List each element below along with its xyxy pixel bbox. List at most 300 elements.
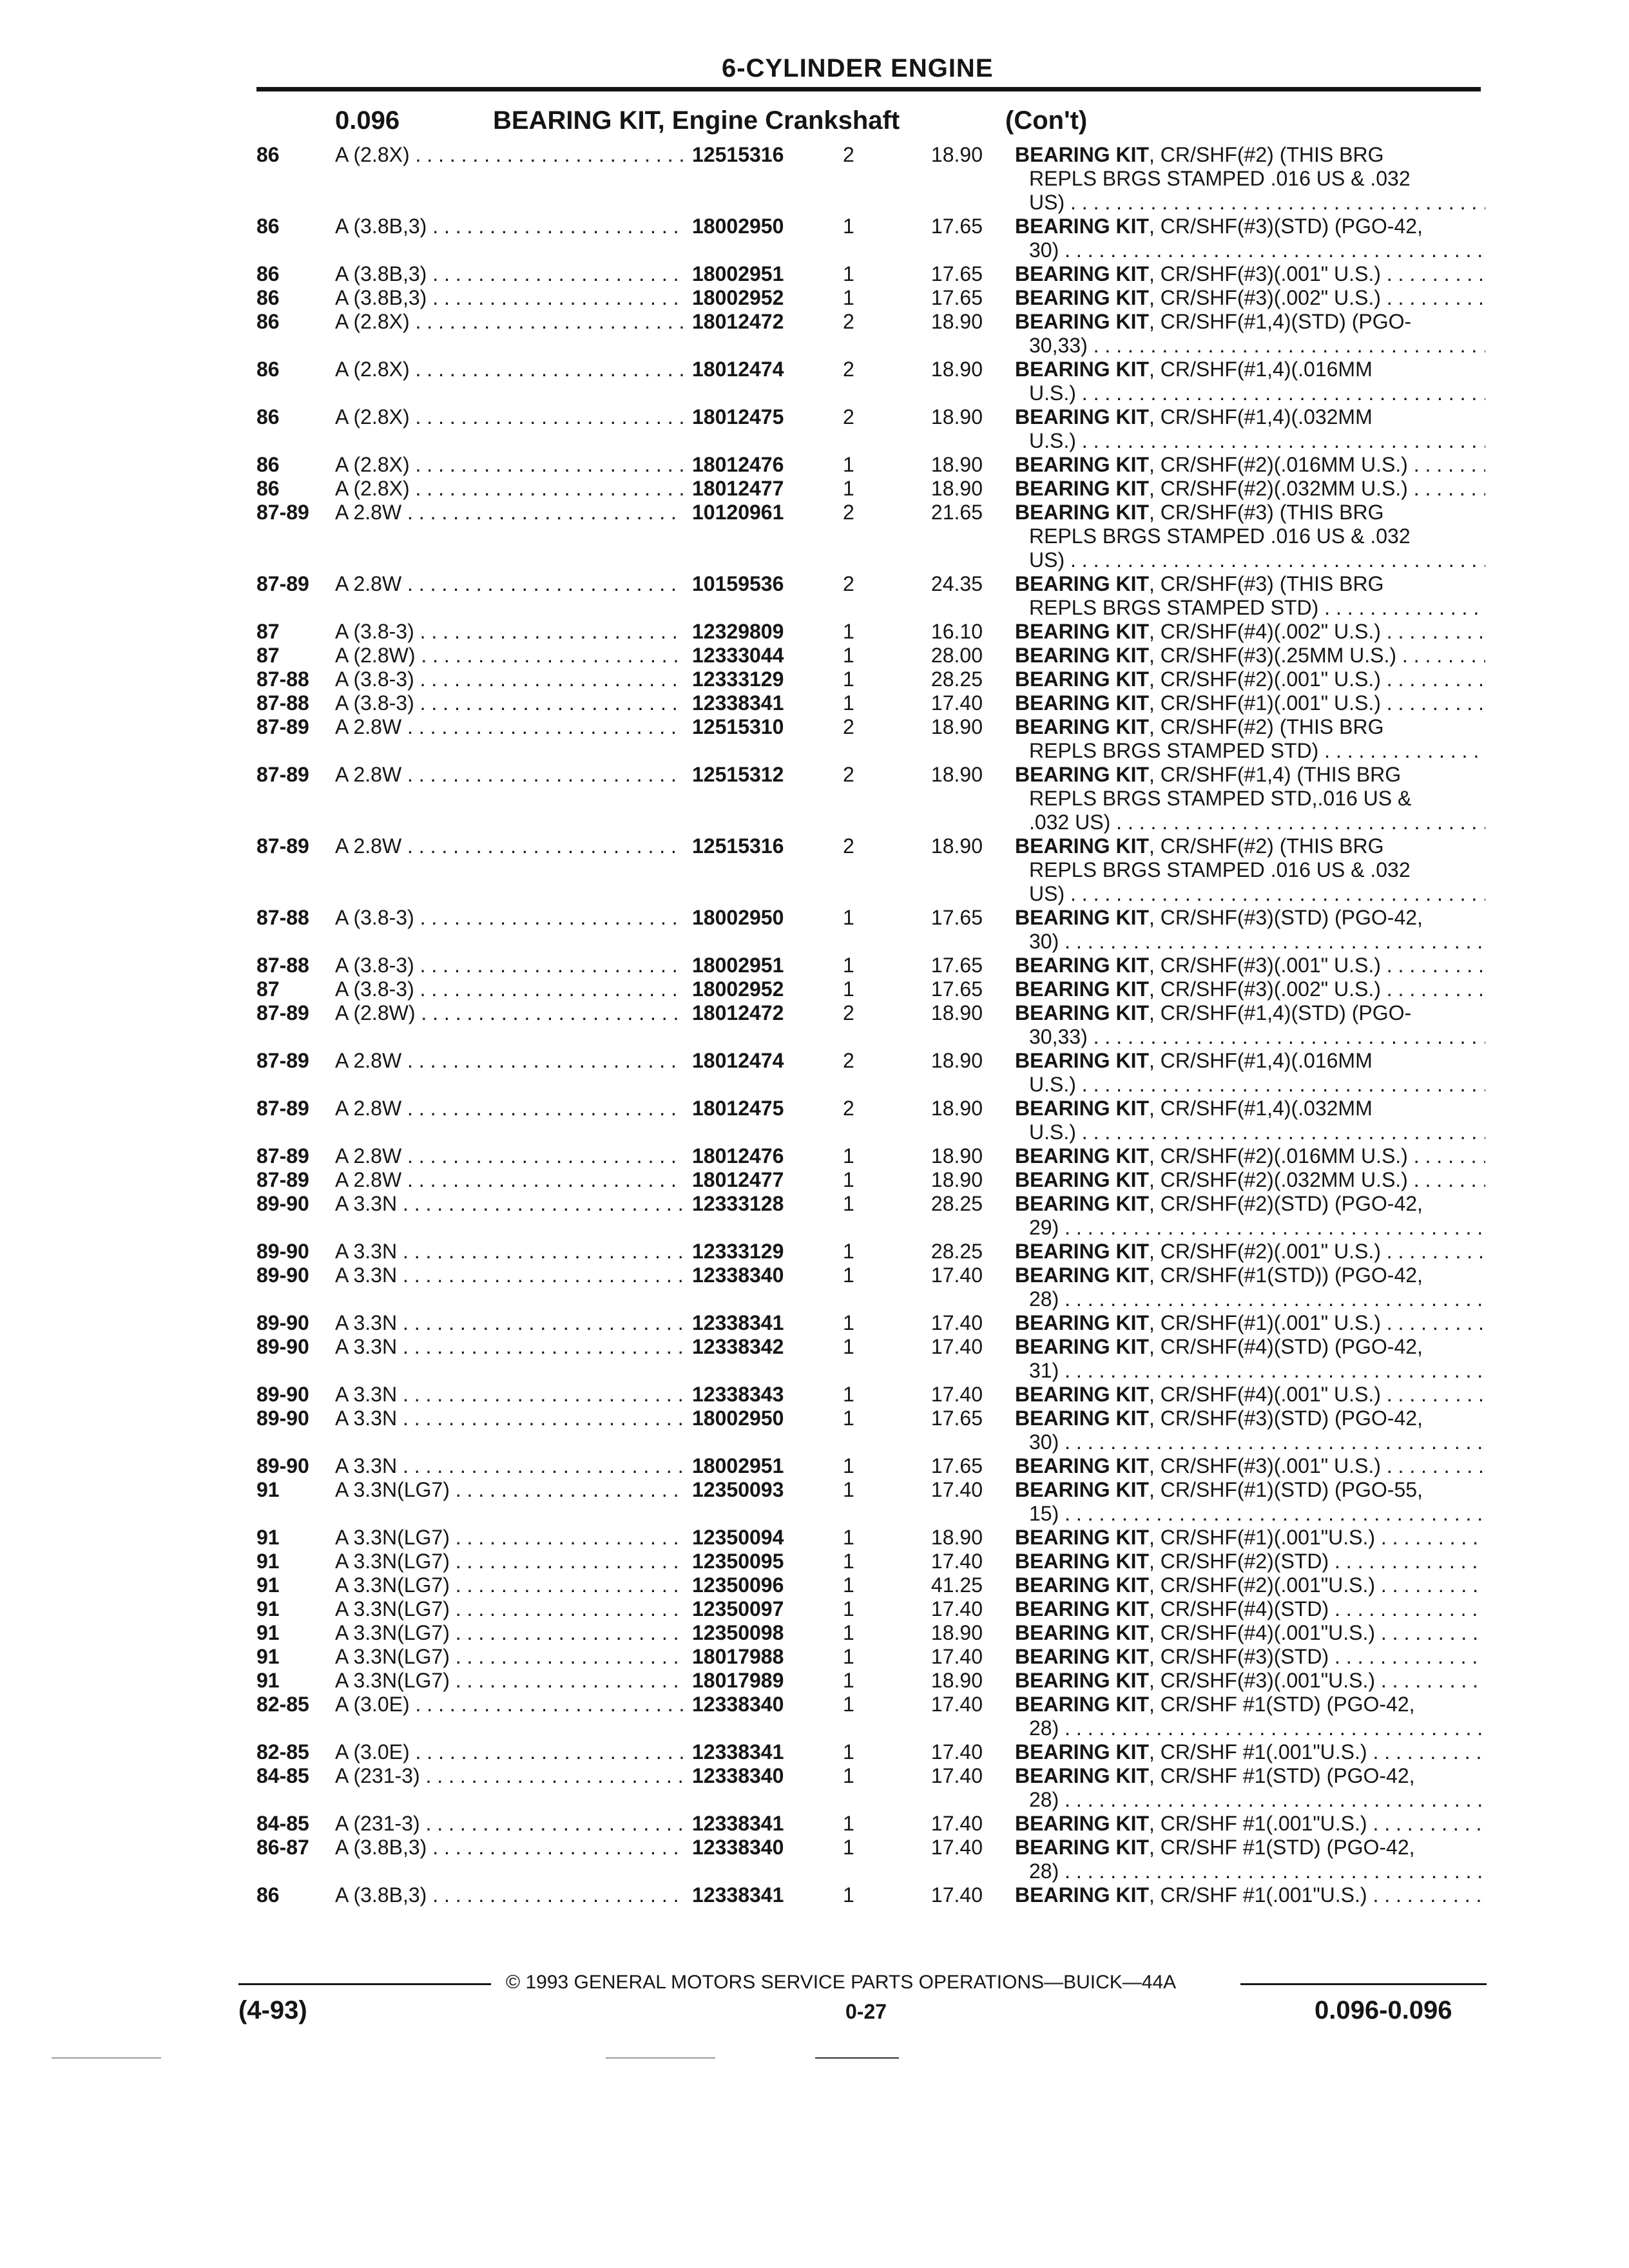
table-row — [0, 1383, 1629, 1407]
price: 17.40 — [930, 1478, 983, 1501]
model-year: 87 — [256, 977, 280, 1001]
price: 18.90 — [930, 1097, 983, 1120]
part-number: 18002950 — [683, 906, 784, 930]
model-code: A 3.3N(LG7) . . . — [335, 1597, 683, 1621]
model-year: 86 — [256, 1883, 280, 1907]
scan-mark — [606, 2057, 715, 2059]
part-number: 18002950 — [683, 1407, 784, 1430]
table-row — [0, 1764, 1629, 1812]
part-number: 18012476 — [683, 1144, 784, 1168]
part-description: BEARING KIT, CR/SHF(#1)(.001" U.S.) . . . — [1015, 1311, 1485, 1335]
table-row — [0, 453, 1629, 477]
table-row — [0, 1168, 1629, 1192]
quantity: 1 — [843, 668, 854, 691]
part-number: 12350093 — [683, 1478, 784, 1502]
table-row — [0, 1335, 1629, 1383]
part-description: BEARING KIT, CR/SHF(#3) (THIS BRG REPLS BRGS STAMPED .016 US & .032 US) . . . — [1015, 501, 1485, 572]
quantity: 1 — [843, 1645, 854, 1668]
price: 17.65 — [930, 286, 983, 309]
quantity: 1 — [843, 1240, 854, 1263]
quantity: 2 — [843, 572, 854, 595]
model-year: 86 — [256, 477, 280, 500]
price: 17.40 — [930, 1335, 983, 1358]
part-number: 18012474 — [683, 358, 784, 381]
model-year: 89-90 — [256, 1454, 309, 1477]
table-row — [0, 1097, 1629, 1144]
price: 17.65 — [930, 977, 983, 1001]
model-code: A (2.8X) . . . — [335, 405, 683, 429]
table-row — [0, 906, 1629, 954]
price: 17.65 — [930, 1454, 983, 1477]
quantity: 1 — [843, 1764, 854, 1787]
model-year: 87-89 — [256, 501, 309, 524]
model-year: 89-90 — [256, 1383, 309, 1406]
price: 18.90 — [930, 1526, 983, 1549]
model-code: A (3.8-3) . . . — [335, 906, 683, 930]
model-year: 87-89 — [256, 572, 309, 595]
part-description: BEARING KIT, CR/SHF(#3)(STD) (PGO-42, 30) . . . — [1015, 1407, 1485, 1454]
model-year: 87-88 — [256, 668, 309, 691]
model-year: 82-85 — [256, 1693, 309, 1716]
quantity: 1 — [843, 906, 854, 929]
price: 18.90 — [930, 1144, 983, 1168]
model-code: A 3.3N(LG7) . . . — [335, 1573, 683, 1597]
price: 17.65 — [930, 1407, 983, 1430]
model-code: A 3.3N . . . — [335, 1383, 683, 1407]
model-year: 84-85 — [256, 1812, 309, 1835]
price: 41.25 — [930, 1573, 983, 1597]
header-rule — [256, 87, 1481, 91]
part-description: BEARING KIT, CR/SHF(#2)(.001" U.S.) . . . — [1015, 1240, 1485, 1264]
quantity: 1 — [843, 1597, 854, 1620]
price: 18.90 — [930, 477, 983, 500]
model-code: A 3.3N . . . — [335, 1192, 683, 1216]
section-number: 0.096 — [335, 106, 400, 135]
section-continued: (Con't) — [1005, 106, 1088, 135]
part-number: 18002951 — [683, 1454, 784, 1478]
part-description: BEARING KIT, CR/SHF(#3)(.001" U.S.) . . . — [1015, 954, 1485, 977]
model-code: A (2.8W) . . . — [335, 1001, 683, 1025]
model-year: 89-90 — [256, 1335, 309, 1358]
table-row — [0, 1836, 1629, 1883]
quantity: 1 — [843, 1836, 854, 1859]
model-year: 91 — [256, 1621, 280, 1644]
quantity: 2 — [843, 405, 854, 428]
model-year: 91 — [256, 1669, 280, 1692]
part-description: BEARING KIT, CR/SHF(#1,4)(.016MM U.S.) . . . — [1015, 1049, 1485, 1097]
price: 17.40 — [930, 1264, 983, 1287]
part-description: BEARING KIT, CR/SHF(#2) (THIS BRG REPLS BRGS STAMPED .016 US & .032 US) . . . — [1015, 143, 1485, 215]
table-row — [0, 262, 1629, 286]
table-row — [0, 1192, 1629, 1240]
table-row — [0, 954, 1629, 977]
model-code: A 3.3N . . . — [335, 1264, 683, 1287]
model-code: A (231-3) . . . — [335, 1764, 683, 1788]
price: 17.40 — [930, 1550, 983, 1573]
part-description: BEARING KIT, CR/SHF(#3)(.001" U.S.) . . . — [1015, 262, 1485, 286]
part-description: BEARING KIT, CR/SHF(#1)(STD) (PGO-55, 15) . . . — [1015, 1478, 1485, 1526]
part-number: 18012472 — [683, 310, 784, 334]
model-year: 87-89 — [256, 763, 309, 786]
part-description: BEARING KIT, CR/SHF(#2)(STD) (PGO-42, 29) . . . — [1015, 1192, 1485, 1240]
page-title: 6-CYLINDER ENGINE — [722, 54, 994, 82]
model-code: A 3.3N(LG7) . . . — [335, 1550, 683, 1573]
model-year: 87-88 — [256, 906, 309, 929]
price: 17.40 — [930, 1883, 983, 1907]
table-row — [0, 1001, 1629, 1049]
part-number: 12350097 — [683, 1597, 784, 1621]
price: 16.10 — [930, 620, 983, 643]
model-code: A 2.8W . . . — [335, 1097, 683, 1120]
model-year: 82-85 — [256, 1740, 309, 1763]
quantity: 1 — [843, 1192, 854, 1215]
table-row — [0, 1407, 1629, 1454]
model-year: 87-88 — [256, 954, 309, 977]
part-description: BEARING KIT, CR/SHF(#1,4)(.032MM U.S.) . . . — [1015, 1097, 1485, 1144]
part-number: 12515310 — [683, 715, 784, 739]
price: 17.40 — [930, 691, 983, 715]
quantity: 2 — [843, 143, 854, 166]
quantity: 1 — [843, 453, 854, 476]
quantity: 1 — [843, 691, 854, 715]
table-row — [0, 715, 1629, 763]
price: 18.90 — [930, 1049, 983, 1072]
part-number: 18012474 — [683, 1049, 784, 1073]
part-description: BEARING KIT, CR/SHF #1(STD) (PGO-42, 28) . . . — [1015, 1836, 1485, 1883]
table-row — [0, 834, 1629, 906]
part-number: 12338340 — [683, 1693, 784, 1716]
model-year: 84-85 — [256, 1764, 309, 1787]
model-year: 87 — [256, 644, 280, 667]
quantity: 1 — [843, 1621, 854, 1644]
price: 18.90 — [930, 1669, 983, 1692]
model-code: A 3.3N . . . — [335, 1454, 683, 1478]
part-number: 12350098 — [683, 1621, 784, 1645]
price: 18.90 — [930, 763, 983, 786]
part-number: 12333128 — [683, 1192, 784, 1216]
part-description: BEARING KIT, CR/SHF #1(STD) (PGO-42, 28) . . . — [1015, 1764, 1485, 1812]
table-row — [0, 1454, 1629, 1478]
table-row — [0, 477, 1629, 501]
model-year: 87-89 — [256, 1049, 309, 1072]
model-code: A 2.8W . . . — [335, 572, 683, 596]
quantity: 2 — [843, 358, 854, 381]
part-description: BEARING KIT, CR/SHF(#1(STD)) (PGO-42, 28) . . . — [1015, 1264, 1485, 1311]
model-code: A (3.0E) . . . — [335, 1740, 683, 1764]
part-description: BEARING KIT, CR/SHF(#4)(STD) . . . — [1015, 1597, 1485, 1621]
part-number: 18002952 — [683, 286, 784, 310]
price: 18.90 — [930, 405, 983, 428]
quantity: 1 — [843, 1669, 854, 1692]
part-description: BEARING KIT, CR/SHF #1(.001"U.S.) . . . — [1015, 1812, 1485, 1836]
quantity: 2 — [843, 501, 854, 524]
quantity: 2 — [843, 1001, 854, 1024]
price: 17.40 — [930, 1597, 983, 1620]
model-code: A (231-3) . . . — [335, 1812, 683, 1836]
part-number: 12515316 — [683, 143, 784, 167]
model-year: 86 — [256, 262, 280, 285]
table-row — [0, 1240, 1629, 1264]
footer-rule-right — [1240, 1983, 1487, 1985]
quantity: 1 — [843, 1168, 854, 1191]
model-code: A 3.3N . . . — [335, 1240, 683, 1264]
price: 24.35 — [930, 572, 983, 595]
quantity: 2 — [843, 1097, 854, 1120]
table-row — [0, 1621, 1629, 1645]
quantity: 1 — [843, 977, 854, 1001]
table-row — [0, 143, 1629, 215]
part-number: 12338340 — [683, 1264, 784, 1287]
part-description: BEARING KIT, CR/SHF(#2)(.001" U.S.) . . . — [1015, 668, 1485, 691]
price: 17.40 — [930, 1383, 983, 1406]
table-row — [0, 1478, 1629, 1526]
table-row — [0, 1264, 1629, 1311]
model-year: 86 — [256, 286, 280, 309]
price: 18.90 — [930, 453, 983, 476]
part-description: BEARING KIT, CR/SHF(#1,4)(STD) (PGO- 30,33) . . . — [1015, 310, 1485, 358]
quantity: 1 — [843, 1693, 854, 1716]
price: 17.40 — [930, 1836, 983, 1859]
part-description: BEARING KIT, CR/SHF(#2)(.016MM U.S.) . . . — [1015, 1144, 1485, 1168]
footer-date: (4-93) — [238, 1996, 307, 2024]
table-row — [0, 1526, 1629, 1550]
footer-page-number: 0-27 — [845, 2000, 887, 2023]
part-description: BEARING KIT, CR/SHF(#2)(.032MM U.S.) . . . — [1015, 477, 1485, 501]
table-row — [0, 1597, 1629, 1621]
part-number: 12338341 — [683, 1812, 784, 1836]
price: 17.65 — [930, 215, 983, 238]
model-code: A (3.8B,3) . . . — [335, 286, 683, 310]
quantity: 1 — [843, 1407, 854, 1430]
part-description: BEARING KIT, CR/SHF(#3)(STD) . . . — [1015, 1645, 1485, 1669]
model-code: A 2.8W . . . — [335, 1049, 683, 1073]
price: 18.90 — [930, 1001, 983, 1024]
part-number: 12338341 — [683, 691, 784, 715]
table-row — [0, 691, 1629, 715]
table-row — [0, 1144, 1629, 1168]
part-description: BEARING KIT, CR/SHF(#3)(STD) (PGO-42, 30) . . . — [1015, 215, 1485, 262]
model-code: A 3.3N(LG7) . . . — [335, 1621, 683, 1645]
price: 17.40 — [930, 1645, 983, 1668]
part-description: BEARING KIT, CR/SHF(#3) (THIS BRG REPLS BRGS STAMPED STD) . . . — [1015, 572, 1485, 620]
price: 18.90 — [930, 310, 983, 333]
part-number: 12329809 — [683, 620, 784, 644]
model-code: A (3.8-3) . . . — [335, 954, 683, 977]
quantity: 1 — [843, 1573, 854, 1597]
model-year: 87-89 — [256, 1001, 309, 1024]
quantity: 1 — [843, 1383, 854, 1406]
quantity: 1 — [843, 1311, 854, 1334]
part-number: 18012477 — [683, 477, 784, 501]
model-year: 87-88 — [256, 691, 309, 715]
part-description: BEARING KIT, CR/SHF(#3)(STD) (PGO-42, 30) . . . — [1015, 906, 1485, 954]
price: 28.25 — [930, 1240, 983, 1263]
model-code: A 3.3N(LG7) . . . — [335, 1478, 683, 1502]
part-number: 10120961 — [683, 501, 784, 524]
part-number: 12338340 — [683, 1764, 784, 1788]
price: 17.65 — [930, 906, 983, 929]
table-row — [0, 1645, 1629, 1669]
model-code: A (3.8B,3) . . . — [335, 215, 683, 238]
quantity: 1 — [843, 620, 854, 643]
model-code: A (2.8X) . . . — [335, 143, 683, 167]
part-description: BEARING KIT, CR/SHF(#2)(.016MM U.S.) . . . — [1015, 453, 1485, 477]
table-row — [0, 1669, 1629, 1693]
part-number: 18012476 — [683, 453, 784, 477]
part-number: 12338341 — [683, 1883, 784, 1907]
model-year: 86 — [256, 215, 280, 238]
price: 28.25 — [930, 1192, 983, 1215]
part-number: 12338343 — [683, 1383, 784, 1407]
model-code: A (3.8B,3) . . . — [335, 1883, 683, 1907]
part-number: 18017989 — [683, 1669, 784, 1693]
part-description: BEARING KIT, CR/SHF(#3)(.001"U.S.) . . . — [1015, 1669, 1485, 1693]
part-description: BEARING KIT, CR/SHF(#1)(.001" U.S.) . . . — [1015, 691, 1485, 715]
quantity: 2 — [843, 715, 854, 738]
quantity: 1 — [843, 1144, 854, 1168]
part-number: 12333129 — [683, 668, 784, 691]
model-year: 86 — [256, 405, 280, 428]
part-number: 18012475 — [683, 405, 784, 429]
model-year: 91 — [256, 1478, 280, 1501]
model-code: A 3.3N . . . — [335, 1311, 683, 1335]
part-description: BEARING KIT, CR/SHF(#1,4)(.032MM U.S.) . . . — [1015, 405, 1485, 453]
footer-copyright: © 1993 GENERAL MOTORS SERVICE PARTS OPERATIONS—BUICK—44A — [506, 1972, 1177, 1993]
quantity: 2 — [843, 1049, 854, 1072]
part-description: BEARING KIT, CR/SHF(#3)(.002" U.S.) . . . — [1015, 286, 1485, 310]
model-year: 86 — [256, 453, 280, 476]
model-code: A (3.8-3) . . . — [335, 620, 683, 644]
part-number: 18012472 — [683, 1001, 784, 1025]
table-row — [0, 620, 1629, 644]
model-year: 87-89 — [256, 715, 309, 738]
part-description: BEARING KIT, CR/SHF #1(.001"U.S.) . . . — [1015, 1883, 1485, 1907]
part-number: 12338341 — [683, 1311, 784, 1335]
model-code: A 3.3N . . . — [335, 1407, 683, 1430]
part-description: BEARING KIT, CR/SHF(#2)(.001"U.S.) . . . — [1015, 1573, 1485, 1597]
part-number: 18012475 — [683, 1097, 784, 1120]
model-code: A 2.8W . . . — [335, 715, 683, 739]
part-description: BEARING KIT, CR/SHF(#1,4)(STD) (PGO- 30,33) . . . — [1015, 1001, 1485, 1049]
table-row — [0, 286, 1629, 310]
table-row — [0, 1812, 1629, 1836]
part-description: BEARING KIT, CR/SHF(#4)(.001"U.S.) . . . — [1015, 1621, 1485, 1645]
model-year: 87-89 — [256, 834, 309, 858]
model-year: 91 — [256, 1550, 280, 1573]
table-row — [0, 1883, 1629, 1907]
part-number: 18002951 — [683, 262, 784, 286]
model-year: 91 — [256, 1526, 280, 1549]
footer-range: 0.096-0.096 — [1315, 1996, 1452, 2024]
part-description: BEARING KIT, CR/SHF(#2) (THIS BRG REPLS BRGS STAMPED .016 US & .032 US) . . . — [1015, 834, 1485, 906]
model-code: A (3.8-3) . . . — [335, 691, 683, 715]
quantity: 1 — [843, 644, 854, 667]
model-year: 87-89 — [256, 1168, 309, 1191]
part-number: 12338340 — [683, 1836, 784, 1860]
quantity: 1 — [843, 1812, 854, 1835]
model-code: A 2.8W . . . — [335, 834, 683, 858]
part-description: BEARING KIT, CR/SHF(#1)(.001"U.S.) . . . — [1015, 1526, 1485, 1550]
quantity: 1 — [843, 477, 854, 500]
quantity: 2 — [843, 763, 854, 786]
model-code: A 3.3N(LG7) . . . — [335, 1526, 683, 1550]
part-number: 12350094 — [683, 1526, 784, 1550]
part-description: BEARING KIT, CR/SHF(#3)(.25MM U.S.) . . . — [1015, 644, 1485, 668]
price: 17.40 — [930, 1740, 983, 1763]
model-code: A (3.8B,3) . . . — [335, 262, 683, 286]
price: 17.40 — [930, 1764, 983, 1787]
price: 18.90 — [930, 358, 983, 381]
quantity: 1 — [843, 1478, 854, 1501]
part-number: 12515316 — [683, 834, 784, 858]
part-number: 18002952 — [683, 977, 784, 1001]
model-code: A (2.8W) . . . — [335, 644, 683, 668]
model-year: 91 — [256, 1597, 280, 1620]
part-number: 12333044 — [683, 644, 784, 668]
price: 17.40 — [930, 1311, 983, 1334]
model-year: 89-90 — [256, 1407, 309, 1430]
part-description: BEARING KIT, CR/SHF(#1,4)(.016MM U.S.) . . . — [1015, 358, 1485, 405]
table-row — [0, 358, 1629, 405]
model-year: 89-90 — [256, 1192, 309, 1215]
price: 18.90 — [930, 1168, 983, 1191]
quantity: 2 — [843, 834, 854, 858]
part-number: 12333129 — [683, 1240, 784, 1264]
model-year: 86 — [256, 358, 280, 381]
model-code: A 2.8W . . . — [335, 1168, 683, 1192]
model-code: A (3.8B,3) . . . — [335, 1836, 683, 1860]
model-code: A 2.8W . . . — [335, 1144, 683, 1168]
quantity: 1 — [843, 1550, 854, 1573]
part-description: BEARING KIT, CR/SHF(#2)(STD) . . . — [1015, 1550, 1485, 1573]
model-year: 89-90 — [256, 1240, 309, 1263]
part-description: BEARING KIT, CR/SHF(#3)(.001" U.S.) . . . — [1015, 1454, 1485, 1478]
price: 28.25 — [930, 668, 983, 691]
part-number: 12350095 — [683, 1550, 784, 1573]
model-code: A 3.3N(LG7) . . . — [335, 1645, 683, 1669]
scan-mark — [52, 2057, 161, 2059]
model-code: A (2.8X) . . . — [335, 358, 683, 381]
part-number: 18012477 — [683, 1168, 784, 1192]
table-row — [0, 501, 1629, 572]
model-year: 86 — [256, 310, 280, 333]
model-year: 89-90 — [256, 1264, 309, 1287]
part-description: BEARING KIT, CR/SHF(#2) (THIS BRG REPLS BRGS STAMPED STD) . . . — [1015, 715, 1485, 763]
model-code: A 2.8W . . . — [335, 763, 683, 787]
quantity: 1 — [843, 1526, 854, 1549]
table-row — [0, 1311, 1629, 1335]
table-row — [0, 763, 1629, 834]
part-number: 10159536 — [683, 572, 784, 596]
part-number: 12338342 — [683, 1335, 784, 1359]
model-year: 87-89 — [256, 1097, 309, 1120]
part-description: BEARING KIT, CR/SHF(#4)(STD) (PGO-42, 31) . . . — [1015, 1335, 1485, 1383]
table-row — [0, 644, 1629, 668]
part-description: BEARING KIT, CR/SHF(#4)(.002" U.S.) . . . — [1015, 620, 1485, 644]
model-code: A (3.8-3) . . . — [335, 977, 683, 1001]
model-code: A 3.3N(LG7) . . . — [335, 1669, 683, 1693]
price: 18.90 — [930, 1621, 983, 1644]
model-year: 87 — [256, 620, 280, 643]
table-row — [0, 977, 1629, 1001]
model-year: 91 — [256, 1645, 280, 1668]
price: 28.00 — [930, 644, 983, 667]
model-code: A (3.8-3) . . . — [335, 668, 683, 691]
model-code: A (2.8X) . . . — [335, 310, 683, 334]
footer-rule-left — [238, 1983, 491, 1985]
quantity: 1 — [843, 954, 854, 977]
part-number: 18002951 — [683, 954, 784, 977]
